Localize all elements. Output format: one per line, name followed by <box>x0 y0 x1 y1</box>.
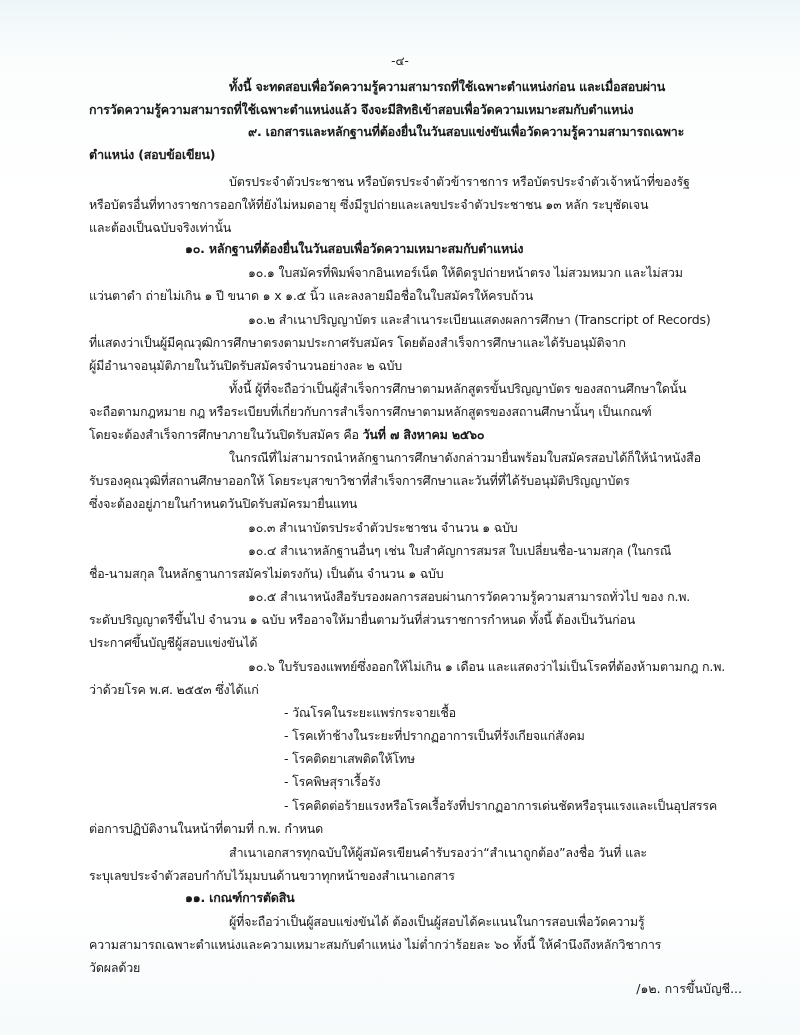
section11-body-line-3: วัดผลด้วย <box>89 960 141 975</box>
item-10-6-line-2: ว่าด้วยโรค พ.ศ. ๒๕๕๓ ซึ่งได้แก่ <box>89 682 259 697</box>
page-number: -๔- <box>391 54 409 68</box>
disease-list-item: - โรคพิษสุราเรื้อรัง <box>284 774 381 789</box>
disease-list-item: - โรคติดยาเสพติดให้โทษ <box>284 751 415 766</box>
item-10-4-line-1: ๑๐.๔ สำเนาหลักฐานอื่นๆ เช่น ใบสำคัญการสมรส ใบเปลี่ยนชื่อ-นามสกุล (ในกรณี <box>248 543 672 558</box>
item-10-2-line-1: ๑๐.๒ สำเนาปริญญาบัตร และสำเนาระเบียนแสดงผลการศึกษา (Transcript of Records) <box>248 312 711 327</box>
intro-line-2: การวัดความรู้ความสามารถที่ใช้เฉพาะตำแหน่งแล้ว จึงจะมีสิทธิเข้าสอบเพื่อวัดความเหมาะสมกับตำแหน่ง <box>89 102 634 117</box>
item-10-5-line-1: ๑๐.๕ สำเนาหนังสือรับรองผลการสอบผ่านการวัดความรู้ความสามารถทั่วไป ของ ก.พ. <box>248 589 691 604</box>
closing-date-prefix: โดยจะต้องสำเร็จการศึกษาภายในวันปิดรับสมัคร คือ <box>89 427 363 442</box>
section11-heading: ๑๑. เกณฑ์การตัดสิน <box>185 890 295 905</box>
item-10-2-alt-line-1: ในกรณีที่ไม่สามารถนำหลักฐานการศึกษาดังกล่าวมายื่นพร้อมใบสมัครสอบได้ก็ให้นำหนังสือ <box>229 450 701 465</box>
disease-list-item-continuation: ต่อการปฏิบัติงานในหน้าที่ตามที่ ก.พ. กำหนด <box>89 821 324 836</box>
item-10-2-line-2: ที่แสดงว่าเป็นผู้มีคุณวุฒิการศึกษาตรงตามประกาศรับสมัคร โดยต้องสำเร็จการศึกษาและได้รับอนุมัติจาก <box>89 335 626 350</box>
item-10-2-line-3: ผู้มีอำนาจอนุมัติภายในวันปิดรับสมัครจำนวนอย่างละ ๒ ฉบับ <box>89 358 402 373</box>
closing-date: วันที่ ๗ สิงหาคม ๒๕๖๐ <box>362 427 485 442</box>
section11-body-line-1: ผู้ที่จะถือว่าเป็นผู้สอบแข่งขันได้ ต้องเป็นผู้สอบได้คะแนนในการสอบเพื่อวัดความรู้ <box>229 914 645 929</box>
item-10-2-alt-line-3: ซึ่งจะต้องอยู่ภายในกำหนดวันปิดรับสมัครมายื่นแทน <box>89 496 358 511</box>
continuation-reference: /๑๒. การขึ้นบัญชี... <box>636 981 742 996</box>
item-10-3: ๑๐.๓ สำเนาบัตรประจำตัวประชาชน จำนวน ๑ ฉบับ <box>248 520 518 535</box>
section9-heading-line-2: ตำแหน่ง (สอบข้อเขียน) <box>89 147 216 162</box>
section10-heading: ๑๐. หลักฐานที่ต้องยื่นในวันสอบเพื่อวัดความเหมาะสมกับตำแหน่ง <box>185 241 524 256</box>
section9-body-line-2: หรือบัตรอื่นที่ทางราชการออกให้ที่ยังไม่หมดอายุ ซึ่งมีรูปถ่ายและเลขประจำตัวประชาชน ๑๓ หลัก ระบุชัดเจน <box>89 197 649 212</box>
item-10-2-note-line-1: ทั้งนี้ ผู้ที่จะถือว่าเป็นผู้สำเร็จการศึกษาตามหลักสูตรขั้นปริญญาบัตร ของสถานศึกษาใดนั้น <box>229 381 687 396</box>
item-10-2-note-line-2: จะถือตามกฎหมาย กฎ หรือระเบียบที่เกี่ยวกับการสำเร็จการศึกษาตามหลักสูตรของสถานศึกษานั้นๆ เป็นเกณฑ์ <box>89 404 652 419</box>
item-10-2-note-line-3 <box>89 424 484 446</box>
item-10-5-line-2: ระดับปริญญาตรีขึ้นไป จำนวน ๑ ฉบับ หรืออาจให้มายื่นตามวันที่ส่วนราชการกำหนด ทั้งนี้ ต้องเป็นวันก่อน <box>89 612 636 627</box>
item-10-1-line-1: ๑๐.๑ ใบสมัครที่พิมพ์จากอินเทอร์เน็ต ให้ติดรูปถ่ายหน้าตรง ไม่สวมหมวก และไม่สวม <box>248 265 683 280</box>
disease-list-item: - โรคเท้าช้างในระยะที่ปรากฏอาการเป็นที่รังเกียจแก่สังคม <box>284 728 585 743</box>
item-10-4-line-2: ชื่อ-นามสกุล ในหลักฐานการสมัครไม่ตรงกัน) เป็นต้น จำนวน ๑ ฉบับ <box>89 566 444 581</box>
section11-body-line-2: ความสามารถเฉพาะตำแหน่งและความเหมาะสมกับตำแหน่ง ไม่ต่ำกว่าร้อยละ ๖๐ ทั้งนี้ ให้คำนึงถึงหลักวิชาการ <box>89 937 662 952</box>
section9-body-line-3: และต้องเป็นฉบับจริงเท่านั้น <box>89 220 232 235</box>
item-10-1-line-2: แว่นตาดำ ถ่ายไม่เกิน ๑ ปี ขนาด ๑ x ๑.๕ นิ้ว และลงลายมือชื่อในใบสมัครให้ครบถ้วน <box>89 288 534 303</box>
section9-body-line-1: บัตรประจำตัวประชาชน หรือบัตรประจำตัวข้าราชการ หรือบัตรประจำตัวเจ้าหน้าที่ของรัฐ <box>229 174 690 189</box>
certify-line-2: ระบุเลขประจำตัวสอบกำกับไว้มุมบนด้านขวาทุกหน้าของสำเนาเอกสาร <box>89 868 455 883</box>
section9-heading-line-1: ๙. เอกสารและหลักฐานที่ต้องยื่นในวันสอบแข่งขันเพื่อวัดความรู้ความสามารถเฉพาะ <box>248 124 685 139</box>
item-10-6-line-1: ๑๐.๖ ใบรับรองแพทย์ซึ่งออกให้ไม่เกิน ๑ เดือน และแสดงว่าไม่เป็นโรคที่ต้องห้ามตามกฎ ก.พ. <box>248 659 726 674</box>
item-10-2-alt-line-2: รับรองคุณวุฒิที่สถานศึกษาออกให้ โดยระบุสาขาวิชาที่สำเร็จการศึกษาและวันที่ที่ได้รับอนุมัติปริญญาบัตร <box>89 473 630 488</box>
disease-list-item: - วัณโรคในระยะแพร่กระจายเชื้อ <box>284 705 456 720</box>
item-10-5-line-3: ประกาศขึ้นบัญชีผู้สอบแข่งขันได้ <box>89 635 258 650</box>
certify-line-1: สำเนาเอกสารทุกฉบับให้ผู้สมัครเขียนคำรับรองว่า“สำเนาถูกต้อง”ลงชื่อ วันที่ และ <box>229 845 647 860</box>
disease-list-item: - โรคติดต่อร้ายแรงหรือโรคเรื้อรังที่ปรากฏอาการเด่นชัดหรือรุนแรงและเป็นอุปสรรค <box>284 798 718 813</box>
intro-line-1: ทั้งนี้ จะทดสอบเพื่อวัดความรู้ความสามารถที่ใช้เฉพาะตำแหน่งก่อน และเมื่อสอบผ่าน <box>229 79 666 94</box>
